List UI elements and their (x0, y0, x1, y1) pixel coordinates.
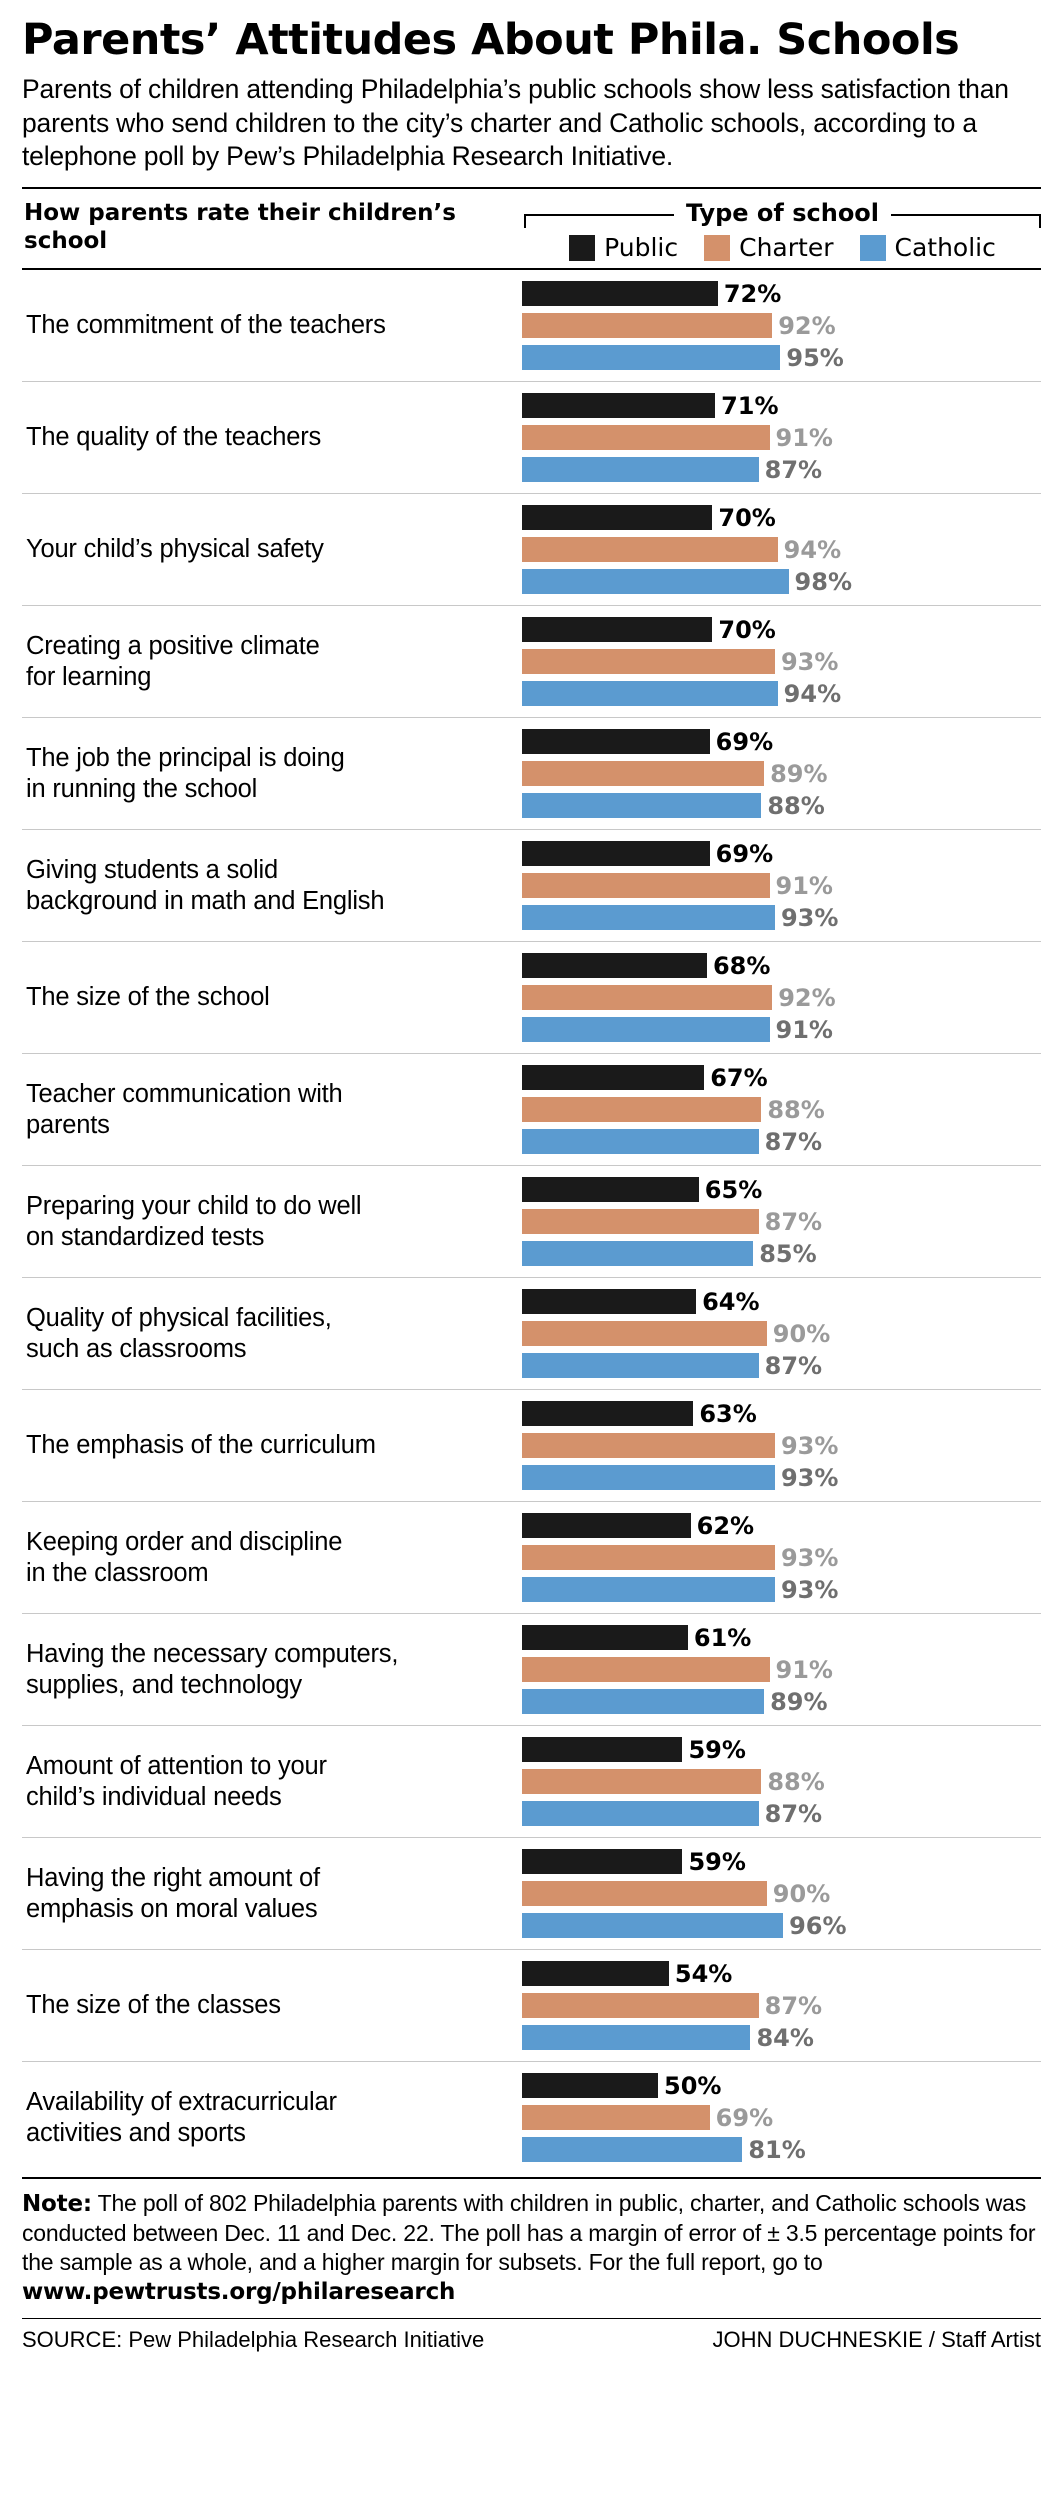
chart-header (22, 189, 1041, 268)
row-label-line1: The commitment of the teachers (26, 311, 386, 340)
row-label (22, 1521, 522, 1594)
bar-value-catholic: 87% (764, 1127, 823, 1156)
bar-line-catholic (522, 2024, 1041, 2051)
bar-charter (522, 1545, 775, 1570)
row-label (22, 416, 522, 459)
row-bars (522, 1726, 1041, 1837)
row-label-line1: Having the necessary computers, (26, 1640, 399, 1669)
bar-line-catholic (522, 1016, 1041, 1043)
bar-value-public: 69% (715, 839, 774, 868)
row-bars (522, 830, 1041, 941)
bar-charter (522, 1657, 770, 1682)
bar-line-public (522, 1624, 1041, 1651)
left-column-heading: How parents rate their children’s school (24, 200, 456, 255)
bar-value-catholic: 98% (794, 567, 852, 596)
legend-swatch-catholic (860, 235, 886, 261)
bar-line-public (522, 1736, 1041, 1763)
bar-catholic (522, 1577, 775, 1602)
row-label-line1: Availability of extracurricular (26, 2088, 337, 2117)
chart-row (22, 270, 1041, 382)
source-text: SOURCE: Pew Philadelphia Research Initiative (22, 2327, 485, 2353)
legend-item-catholic (860, 233, 996, 262)
chart-row (22, 1502, 1041, 1614)
bar-value-public: 54% (674, 1959, 733, 1988)
row-bars (522, 1054, 1041, 1165)
row-label (22, 1857, 522, 1930)
row-label-line1: Preparing your child to do well (26, 1192, 362, 1221)
row-label-line1: Your child’s physical safety (26, 535, 324, 564)
bar-value-catholic: 93% (780, 1575, 839, 1604)
row-label-line1: The size of the classes (26, 1991, 281, 2020)
bar-line-public (522, 616, 1041, 643)
bar-charter (522, 1097, 761, 1122)
bar-line-public (522, 1512, 1041, 1539)
bar-value-catholic: 91% (775, 1015, 833, 1044)
bar-line-catholic (522, 456, 1041, 483)
bar-line-charter (522, 2104, 1041, 2131)
bar-value-catholic: 87% (764, 1799, 823, 1828)
bar-line-public (522, 392, 1041, 419)
bar-value-public: 67% (710, 1063, 768, 1092)
row-label-line2: supplies, and technology (26, 1670, 302, 1699)
row-bars (522, 494, 1041, 605)
bar-line-catholic (522, 904, 1041, 931)
bar-public (522, 1625, 688, 1650)
bar-line-charter (522, 1208, 1041, 1235)
row-label-line1: Keeping order and discipline (26, 1528, 343, 1557)
row-bars (522, 718, 1041, 829)
bar-value-charter: 87% (764, 1991, 823, 2020)
row-bars (522, 942, 1041, 1053)
bar-line-public (522, 1176, 1041, 1203)
row-bars (522, 1838, 1041, 1949)
bar-public (522, 2073, 658, 2098)
chart-row (22, 830, 1041, 942)
bar-value-charter: 93% (780, 1543, 839, 1572)
bar-line-public (522, 504, 1041, 531)
bar-value-public: 70% (718, 615, 776, 644)
bar-line-public (522, 1400, 1041, 1427)
bar-line-charter (522, 1320, 1041, 1347)
chart-row (22, 606, 1041, 718)
bar-catholic (522, 1353, 759, 1378)
bar-value-charter: 93% (780, 647, 839, 676)
bar-value-public: 69% (715, 727, 774, 756)
bar-value-public: 68% (712, 951, 771, 980)
legend-item-public (569, 233, 678, 262)
row-label (22, 737, 522, 810)
row-label-line1: Having the right amount of (26, 1864, 320, 1893)
row-label-line2: in running the school (26, 774, 258, 803)
bar-line-charter (522, 1880, 1041, 1907)
bar-charter (522, 425, 770, 450)
bar-line-charter (522, 760, 1041, 787)
bar-value-catholic: 81% (748, 2135, 806, 2164)
bar-value-catholic: 85% (759, 1239, 817, 1268)
bar-value-public: 50% (664, 2071, 722, 2100)
legend-swatch-public (569, 235, 595, 261)
bar-line-charter (522, 536, 1041, 563)
row-label-line2: in the classroom (26, 1558, 209, 1587)
row-bars (522, 1166, 1041, 1277)
bar-line-charter (522, 648, 1041, 675)
row-label-line2: background in math and English (26, 886, 385, 915)
bar-value-catholic: 87% (764, 1351, 823, 1380)
row-label (22, 1185, 522, 1258)
row-bars (522, 1614, 1041, 1725)
type-of-school-header (524, 199, 1041, 231)
row-label-line1: Creating a positive climate (26, 632, 320, 661)
type-of-school-label: Type of school (674, 199, 891, 227)
row-label-line1: Quality of physical facilities, (26, 1304, 332, 1333)
bar-line-charter (522, 312, 1041, 339)
bar-value-catholic: 88% (767, 791, 825, 820)
row-label (22, 1984, 522, 2027)
bar-line-charter (522, 1656, 1041, 1683)
bar-line-catholic (522, 568, 1041, 595)
bar-line-charter (522, 1096, 1041, 1123)
bar-value-charter: 89% (770, 759, 828, 788)
legend-label-public: Public (604, 233, 679, 263)
bar-value-charter: 91% (775, 871, 833, 900)
bar-charter (522, 649, 775, 674)
bar-catholic (522, 1017, 770, 1042)
row-label-line2: such as classrooms (26, 1334, 247, 1363)
row-bars (522, 1278, 1041, 1389)
bar-value-charter: 94% (783, 535, 842, 564)
bar-line-catholic (522, 1688, 1041, 1715)
bar-catholic (522, 457, 759, 482)
row-label-line2: child’s individual needs (26, 1782, 282, 1811)
row-label (22, 1745, 522, 1818)
bar-value-charter: 91% (775, 1655, 833, 1684)
bar-line-catholic (522, 1128, 1041, 1155)
bar-value-public: 64% (702, 1287, 760, 1316)
bar-catholic (522, 1241, 753, 1266)
credit-text: JOHN DUCHNESKIE / Staff Artist (712, 2327, 1041, 2353)
note-label: Note: (22, 2191, 92, 2218)
bar-line-catholic (522, 1464, 1041, 1491)
bar-line-public (522, 952, 1041, 979)
bar-catholic (522, 681, 778, 706)
bar-line-catholic (522, 1240, 1041, 1267)
bar-public (522, 1961, 669, 1986)
bar-value-charter: 88% (767, 1767, 825, 1796)
legend-label-charter: Charter (739, 233, 834, 263)
bar-line-charter (522, 1992, 1041, 2019)
bar-line-charter (522, 1768, 1041, 1795)
bar-value-public: 70% (718, 503, 776, 532)
row-bars (522, 1390, 1041, 1501)
bar-value-charter: 90% (772, 1879, 831, 1908)
row-label-line2: on standardized tests (26, 1222, 265, 1251)
bar-value-charter: 69% (715, 2103, 774, 2132)
bar-line-public (522, 728, 1041, 755)
bar-public (522, 281, 718, 306)
bar-public (522, 729, 710, 754)
bar-public (522, 1401, 693, 1426)
bar-line-charter (522, 424, 1041, 451)
chart-row (22, 1166, 1041, 1278)
chart-row (22, 1390, 1041, 1502)
bar-public (522, 505, 712, 530)
bar-line-public (522, 280, 1041, 307)
row-bars (522, 270, 1041, 381)
chart-row (22, 382, 1041, 494)
bar-public (522, 953, 707, 978)
row-bars (522, 382, 1041, 493)
chart-row (22, 1278, 1041, 1390)
bar-line-charter (522, 1544, 1041, 1571)
bar-value-catholic: 96% (789, 1911, 847, 1940)
bar-line-public (522, 1064, 1041, 1091)
row-label-line2: for learning (26, 662, 152, 691)
row-label-line2: parents (26, 1110, 110, 1139)
note-text: The poll of 802 Philadelphia parents with children in public, charter, and Catholic schools was conducted between Dec. 11 and Dec. 22. The poll has a margin of error of ± 3.5 percentage points for the sample as a whole, and a higher margin for subsets. For the full report, go to (22, 2190, 1036, 2275)
bar-line-charter (522, 984, 1041, 1011)
bar-public (522, 841, 710, 866)
bar-value-charter: 91% (775, 423, 833, 452)
bar-value-charter: 92% (778, 311, 836, 340)
bar-line-public (522, 840, 1041, 867)
bar-line-charter (522, 1432, 1041, 1459)
bar-public (522, 393, 715, 418)
bar-value-public: 72% (723, 279, 782, 308)
bar-value-public: 59% (688, 1847, 746, 1876)
bar-catholic (522, 1689, 764, 1714)
legend-swatch-charter (704, 235, 730, 261)
bar-line-public (522, 1848, 1041, 1875)
bar-value-charter: 88% (767, 1095, 825, 1124)
bar-line-catholic (522, 1352, 1041, 1379)
bar-line-catholic (522, 1576, 1041, 1603)
row-label (22, 1633, 522, 1706)
bar-charter (522, 1209, 759, 1234)
row-label-line2: activities and sports (26, 2118, 246, 2147)
bar-charter (522, 761, 764, 786)
bar-line-catholic (522, 1912, 1041, 1939)
bar-charter (522, 1993, 759, 2018)
bar-charter (522, 1321, 767, 1346)
bar-charter (522, 1881, 767, 1906)
bar-value-charter: 90% (772, 1319, 831, 1348)
bar-public (522, 1177, 699, 1202)
row-label (22, 1297, 522, 1370)
legend-item-charter (704, 233, 833, 262)
bar-line-charter (522, 872, 1041, 899)
bar-catholic (522, 1801, 759, 1826)
bar-catholic (522, 569, 789, 594)
chart-row (22, 1054, 1041, 1166)
row-label (22, 304, 522, 347)
legend (524, 233, 1041, 262)
bar-charter (522, 873, 770, 898)
chart-row (22, 718, 1041, 830)
bar-catholic (522, 905, 775, 930)
row-label (22, 1424, 522, 1467)
bar-value-catholic: 93% (780, 1463, 839, 1492)
bar-charter (522, 1769, 761, 1794)
row-label (22, 1073, 522, 1146)
bar-line-catholic (522, 792, 1041, 819)
chart-row (22, 1614, 1041, 1726)
row-label (22, 976, 522, 1019)
bar-value-public: 59% (688, 1735, 746, 1764)
footer-note (22, 2177, 1041, 2363)
page-title: Parents’ Attitudes About Phila. Schools (22, 15, 960, 65)
bar-charter (522, 985, 772, 1010)
chart-rows (22, 268, 1041, 2173)
bar-catholic (522, 1465, 775, 1490)
row-label-line1: The job the principal is doing (26, 744, 345, 773)
bar-catholic (522, 1913, 783, 1938)
source-row (22, 2318, 1041, 2363)
row-bars (522, 1950, 1041, 2061)
bar-value-catholic: 87% (764, 455, 823, 484)
bar-public (522, 1849, 682, 1874)
bar-value-catholic: 94% (783, 679, 842, 708)
bar-value-charter: 93% (780, 1431, 839, 1460)
bar-value-public: 61% (693, 1623, 752, 1652)
bar-value-public: 62% (696, 1511, 755, 1540)
bar-line-catholic (522, 2136, 1041, 2163)
bar-value-catholic: 89% (770, 1687, 828, 1716)
bar-value-catholic: 84% (756, 2023, 814, 2052)
bar-catholic (522, 2137, 742, 2162)
bar-line-public (522, 1288, 1041, 1315)
chart-row (22, 942, 1041, 1054)
bar-line-public (522, 2072, 1041, 2099)
bar-charter (522, 537, 778, 562)
row-label-line1: Teacher communication with (26, 1080, 343, 1109)
bar-public (522, 1289, 696, 1314)
bar-catholic (522, 2025, 750, 2050)
bar-value-charter: 87% (764, 1207, 823, 1236)
bar-catholic (522, 345, 780, 370)
row-bars (522, 2062, 1041, 2173)
bar-public (522, 617, 712, 642)
bar-public (522, 1065, 704, 1090)
page-subtitle: Parents of children attending Philadelphia’s public schools show less satisfaction than parents who send children to the city’s charter and Catholic schools, according to a telephone poll by Pew’s Philadelphia Research Initiative. (22, 74, 1009, 171)
legend-area (524, 199, 1041, 262)
bar-value-public: 63% (699, 1399, 757, 1428)
row-label (22, 528, 522, 571)
bar-value-public: 65% (704, 1175, 763, 1204)
chart-row (22, 1838, 1041, 1950)
chart-row (22, 494, 1041, 606)
chart-row (22, 1950, 1041, 2062)
row-label-line1: The quality of the teachers (26, 423, 322, 452)
bar-public (522, 1737, 682, 1762)
row-label (22, 849, 522, 922)
bar-catholic (522, 1129, 759, 1154)
row-label-line1: The emphasis of the curriculum (26, 1431, 376, 1460)
row-label-line1: The size of the school (26, 983, 270, 1012)
row-label-line1: Amount of attention to your (26, 1752, 327, 1781)
bar-value-public: 71% (721, 391, 779, 420)
bar-value-catholic: 93% (780, 903, 839, 932)
row-label-line1: Giving students a solid (26, 856, 278, 885)
bar-value-charter: 92% (778, 983, 836, 1012)
bar-charter (522, 313, 772, 338)
chart-row (22, 1726, 1041, 1838)
bar-charter (522, 1433, 775, 1458)
bar-public (522, 1513, 691, 1538)
bar-line-public (522, 1960, 1041, 1987)
note-link[interactable]: www.pewtrusts.org/philaresearch (22, 2278, 456, 2305)
bar-catholic (522, 793, 761, 818)
bar-value-catholic: 95% (786, 343, 844, 372)
row-label (22, 625, 522, 698)
row-label (22, 2081, 522, 2154)
row-bars (522, 1502, 1041, 1613)
bar-charter (522, 2105, 710, 2130)
row-label-line2: emphasis on moral values (26, 1894, 318, 1923)
row-bars (522, 606, 1041, 717)
bar-line-catholic (522, 1800, 1041, 1827)
bar-line-catholic (522, 680, 1041, 707)
bar-line-catholic (522, 344, 1041, 371)
chart-row (22, 2062, 1041, 2173)
legend-label-catholic: Catholic (894, 233, 996, 263)
